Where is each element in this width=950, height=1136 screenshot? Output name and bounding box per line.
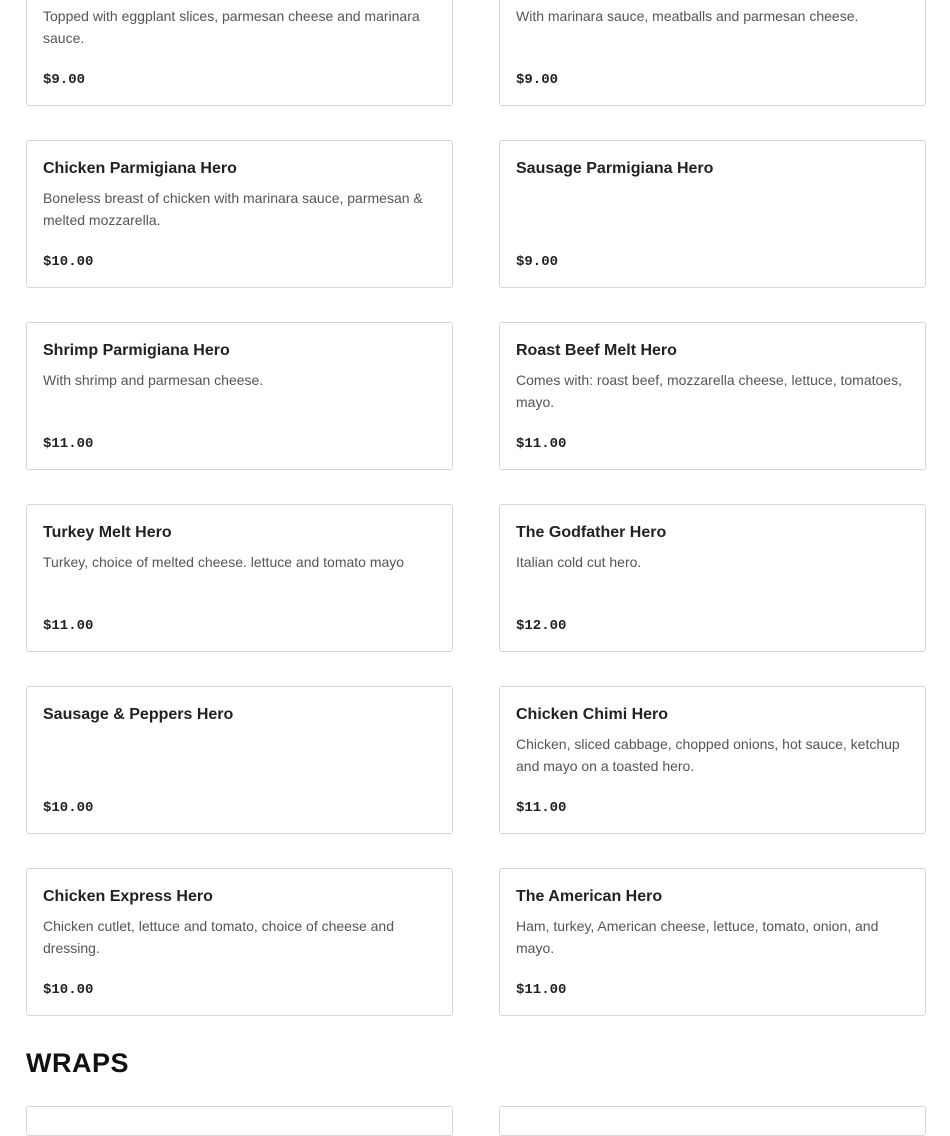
item-price: $9.00 bbox=[43, 72, 86, 88]
menu-item-card[interactable] bbox=[26, 868, 453, 1016]
menu-item-card[interactable] bbox=[26, 0, 453, 106]
section-title: WRAPS bbox=[26, 1048, 129, 1078]
item-description: Italian cold cut hero. bbox=[516, 554, 642, 570]
menu-item-card[interactable] bbox=[499, 322, 926, 470]
item-description: Topped with eggplant slices, parmesan cheese and marinara sauce. bbox=[43, 8, 420, 46]
menu-item-card[interactable] bbox=[499, 0, 926, 106]
item-price: $10.00 bbox=[43, 254, 94, 270]
menu-item-card[interactable] bbox=[499, 686, 926, 834]
item-description: With marinara sauce, meatballs and parmesan cheese. bbox=[516, 8, 859, 24]
menu-item-card[interactable] bbox=[499, 504, 926, 652]
item-name: Chicken Express Hero bbox=[43, 888, 213, 905]
item-description: Ham, turkey, American cheese, lettuce, tomato, onion, and mayo. bbox=[516, 918, 879, 956]
item-description: Boneless breast of chicken with marinara sauce, parmesan & melted mozzarella. bbox=[43, 190, 423, 228]
item-name: Sausage Parmigiana Hero bbox=[516, 160, 714, 177]
item-price: $10.00 bbox=[43, 982, 94, 998]
item-name: Shrimp Parmigiana Hero bbox=[43, 342, 230, 359]
item-price: $11.00 bbox=[516, 436, 567, 452]
item-price: $9.00 bbox=[516, 72, 559, 88]
menu-item-card[interactable] bbox=[26, 504, 453, 652]
item-name: Chicken Chimi Hero bbox=[516, 706, 669, 723]
item-name: Roast Beef Melt Hero bbox=[516, 342, 677, 359]
item-description: With shrimp and parmesan cheese. bbox=[43, 372, 264, 388]
item-description: Comes with: roast beef, mozzarella cheese, lettuce, tomatoes, mayo. bbox=[516, 372, 902, 410]
menu-item-card[interactable] bbox=[26, 140, 453, 288]
menu-item-card[interactable] bbox=[499, 1106, 926, 1136]
menu-item-card[interactable] bbox=[26, 686, 453, 834]
item-price: $11.00 bbox=[516, 800, 567, 816]
menu-item-card[interactable] bbox=[499, 140, 926, 288]
item-price: $10.00 bbox=[43, 800, 94, 816]
item-price: $11.00 bbox=[43, 618, 94, 634]
item-name: Chicken Parmigiana Hero bbox=[43, 160, 237, 177]
item-name: Sausage & Peppers Hero bbox=[43, 706, 234, 723]
item-name: The American Hero bbox=[516, 888, 663, 905]
item-description: Chicken cutlet, lettuce and tomato, choice of cheese and dressing. bbox=[43, 918, 394, 956]
item-price: $9.00 bbox=[516, 254, 559, 270]
item-description: Chicken, sliced cabbage, chopped onions, hot sauce, ketchup and mayo on a toasted hero. bbox=[516, 736, 900, 774]
item-description: Turkey, choice of melted cheese. lettuce and tomato mayo bbox=[43, 554, 405, 570]
item-price: $11.00 bbox=[516, 982, 567, 998]
item-price: $12.00 bbox=[516, 618, 567, 634]
item-price: $11.00 bbox=[43, 436, 94, 452]
menu-item-card[interactable] bbox=[26, 1106, 453, 1136]
menu-item-card[interactable] bbox=[499, 868, 926, 1016]
item-name: Turkey Melt Hero bbox=[43, 524, 172, 541]
item-name: The Godfather Hero bbox=[516, 524, 667, 541]
menu-item-card[interactable] bbox=[26, 322, 453, 470]
